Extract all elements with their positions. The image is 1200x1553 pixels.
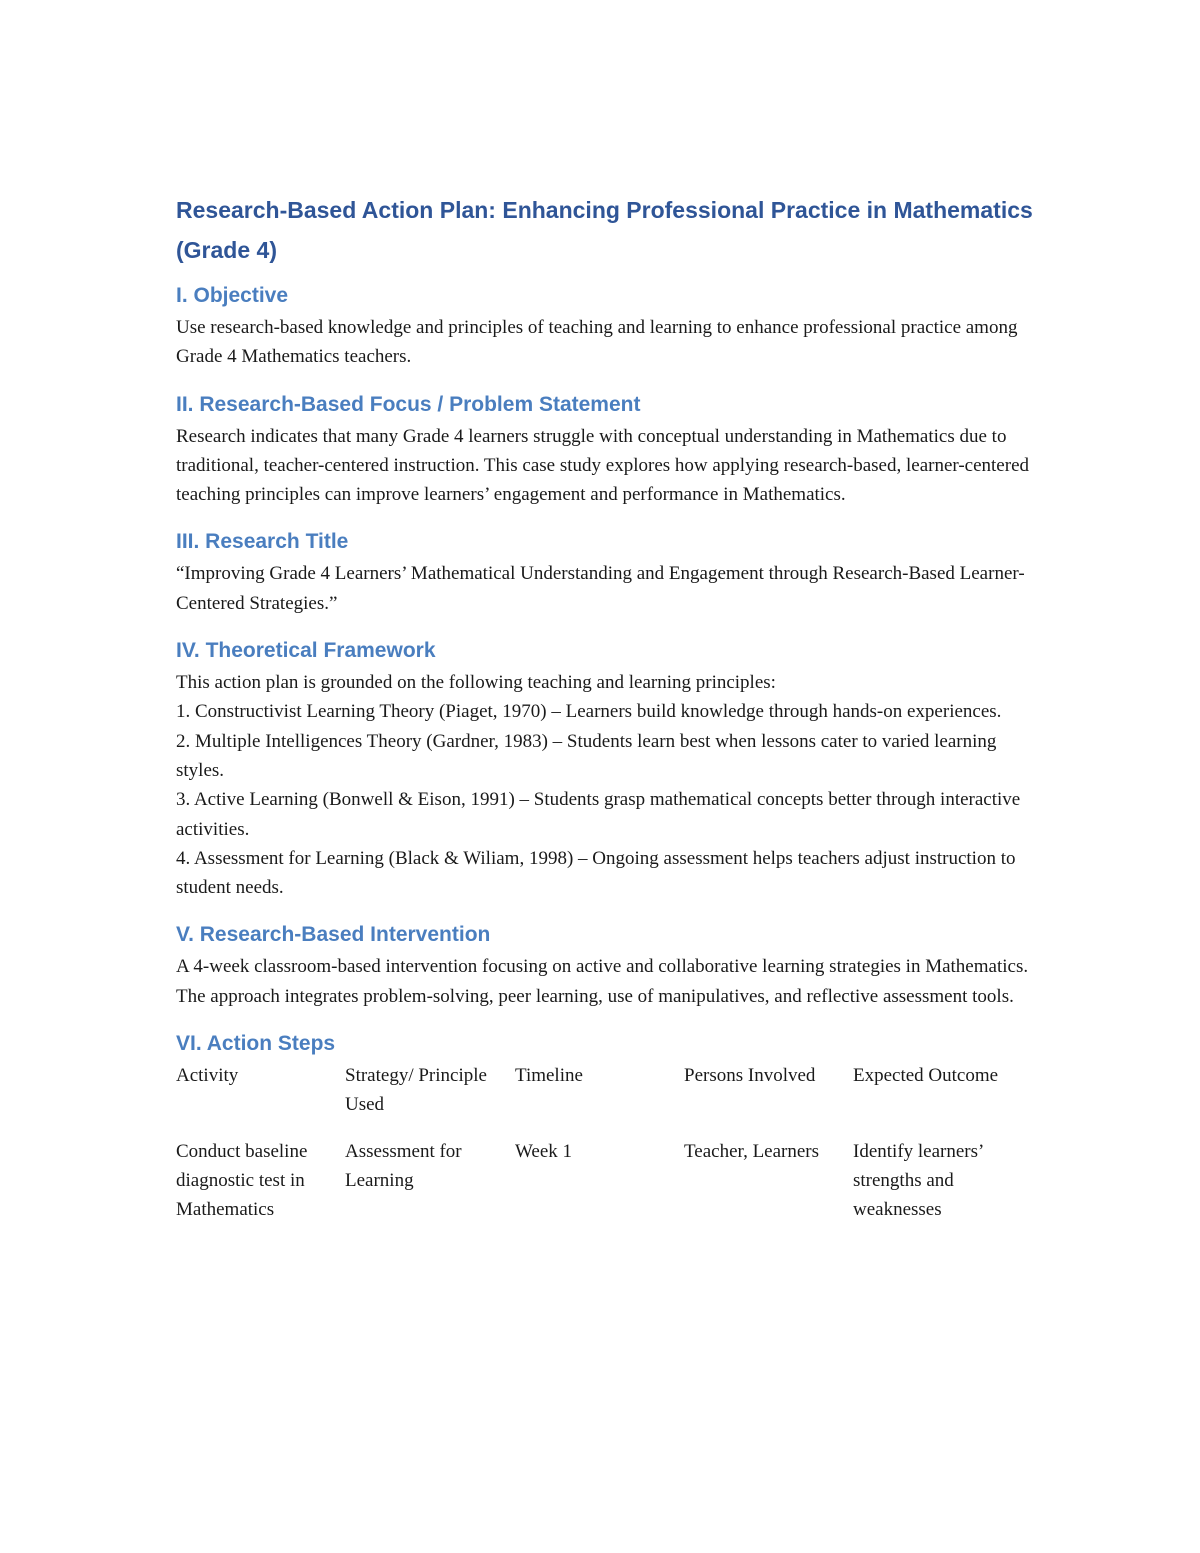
- intervention-text: A 4-week classroom-based intervention focusing on active and collaborative learning strategies in Mathematics. The approach integrates problem-solving, peer learning, use of manipulatives, and reflective assessment tools.: [176, 956, 1029, 1007]
- cell-outcome: Identify learners’ strengths and weaknesses: [853, 1140, 983, 1221]
- cell-strategy: Assessment for Learning: [345, 1140, 462, 1191]
- table-row: [176, 1137, 1021, 1225]
- column-header-outcome: Expected Outcome: [853, 1065, 999, 1087]
- section-theoretical-framework: [176, 637, 1036, 902]
- section-intervention: [176, 921, 1036, 1011]
- section-action-steps: [176, 1030, 1036, 1224]
- heading-research-title: III. Research Title: [176, 530, 349, 554]
- section-problem-statement: [176, 391, 1036, 510]
- framework-item: 4. Assessment for Learning (Black & Wiliam, 1998) – Ongoing assessment helps teachers adjust instruction to student needs.: [176, 847, 1016, 899]
- heading-theoretical-framework: IV. Theoretical Framework: [176, 639, 436, 663]
- column-header-strategy: Strategy/ Principle Used: [345, 1065, 487, 1116]
- heading-action-steps: VI. Action Steps: [176, 1032, 336, 1056]
- table-header-row: [176, 1061, 1021, 1137]
- heading-objective: I. Objective: [176, 284, 289, 307]
- problem-statement-text: Research indicates that many Grade 4 learners struggle with conceptual understanding in Mathematics due to traditional, teacher-centered instruction. This case study explores how applying research-based, learner-centered teaching principles can improve learners’ engagement and performance in Mathematics.: [176, 425, 1029, 506]
- heading-problem-statement: II. Research-Based Focus / Problem Statement: [176, 392, 641, 416]
- heading-intervention: V. Research-Based Intervention: [176, 923, 491, 947]
- cell-timeline: Week 1: [515, 1140, 573, 1162]
- research-title-text: “Improving Grade 4 Learners’ Mathematical Understanding and Engagement through Research-Based Learner-Centered Strategies.”: [176, 563, 1025, 614]
- column-header-timeline: Timeline: [515, 1065, 583, 1087]
- framework-item: 3. Active Learning (Bonwell & Eison, 1991) – Students grasp mathematical concepts better through interactive activities.: [176, 789, 1021, 840]
- cell-persons: Teacher, Learners: [684, 1140, 820, 1162]
- column-header-activity: Activity: [176, 1065, 239, 1087]
- document-page: [176, 190, 1036, 1225]
- action-steps-table: [176, 1061, 1021, 1224]
- objective-text: Use research-based knowledge and principles of teaching and learning to enhance professional practice among Grade 4 Mathematics teachers.: [176, 317, 1018, 368]
- column-header-persons: Persons Involved: [684, 1065, 816, 1087]
- framework-item: 2. Multiple Intelligences Theory (Gardner, 1983) – Students learn best when lessons cater to varied learning styles.: [176, 730, 997, 781]
- framework-intro: This action plan is grounded on the following teaching and learning principles:: [176, 672, 776, 694]
- section-objective: [176, 282, 1036, 372]
- section-research-title: [176, 528, 1036, 618]
- document-title: Research-Based Action Plan: Enhancing Professional Practice in Mathematics (Grade 4): [176, 197, 1033, 263]
- cell-activity: Conduct baseline diagnostic test in Mathematics: [176, 1140, 308, 1221]
- framework-list: [176, 668, 1036, 902]
- framework-item: 1. Constructivist Learning Theory (Piaget, 1970) – Learners build knowledge through hands-on experiences.: [176, 701, 1002, 723]
